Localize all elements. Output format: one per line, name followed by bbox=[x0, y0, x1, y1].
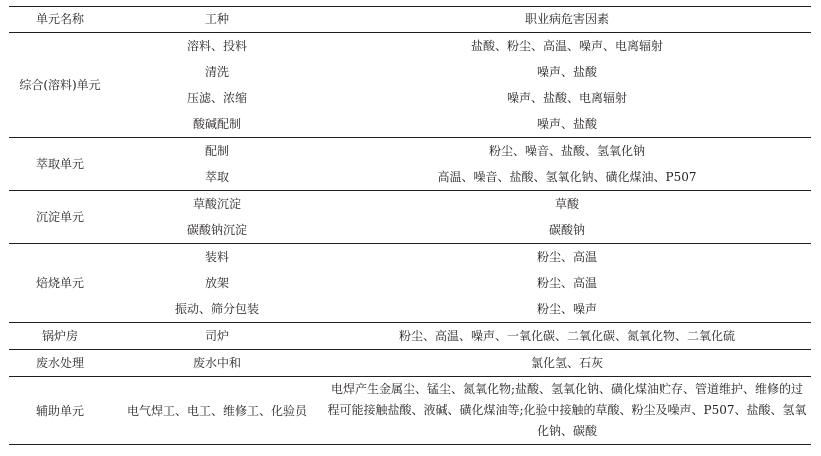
factors-cell: 粉尘、噪声 bbox=[536, 302, 597, 316]
job-cell: 电气焊工、电工、维修工、化验员 bbox=[111, 377, 323, 445]
table-header-row bbox=[9, 7, 811, 33]
table-row bbox=[9, 244, 811, 271]
table-row bbox=[9, 191, 811, 218]
factors-cell: 盐酸、粉尘、高温、噪声、电离辐射 bbox=[323, 33, 811, 60]
unit-name-cell: 综合(溶料)单元 bbox=[9, 33, 111, 138]
job-cell: 废水中和 bbox=[111, 350, 323, 377]
factors-cell: 碳酸钠 bbox=[548, 223, 585, 237]
table-row bbox=[9, 164, 811, 191]
table-row bbox=[9, 59, 811, 85]
unit-name-cell: 萃取单元 bbox=[9, 138, 111, 191]
table-row bbox=[9, 138, 811, 165]
table-row bbox=[9, 217, 811, 244]
unit-name-cell: 焙烧单元 bbox=[9, 244, 111, 323]
factors-cell: 粉尘、高温 bbox=[536, 276, 597, 290]
job-cell: 清洗 bbox=[204, 65, 229, 79]
header-job-type: 工种 bbox=[111, 7, 323, 33]
unit-name-cell: 沉淀单元 bbox=[9, 191, 111, 244]
job-cell: 萃取 bbox=[204, 170, 229, 184]
job-cell: 草酸沉淀 bbox=[111, 191, 323, 218]
job-cell: 振动、筛分包装 bbox=[174, 302, 259, 316]
table-row bbox=[9, 85, 811, 111]
table-row bbox=[9, 377, 811, 445]
table-row bbox=[9, 111, 811, 138]
factors-cell: 氯化氢、石灰 bbox=[323, 350, 811, 377]
table-row bbox=[9, 296, 811, 323]
factors-cell: 粉尘、噪音、盐酸、氢氧化钠 bbox=[323, 138, 811, 165]
header-unit-name: 单元名称 bbox=[9, 7, 111, 33]
table-row bbox=[9, 323, 811, 350]
job-cell: 司炉 bbox=[111, 323, 323, 350]
job-cell: 酸碱配制 bbox=[192, 117, 241, 131]
hazard-table-container bbox=[9, 6, 811, 445]
factors-cell: 高温、噪音、盐酸、氢氧化钠、磺化煤油、P507 bbox=[437, 170, 697, 184]
job-cell: 压滤、浓缩 bbox=[186, 91, 247, 105]
table-row bbox=[9, 33, 811, 60]
factors-cell: 噪声、盐酸、电离辐射 bbox=[506, 91, 627, 105]
factors-cell: 电焊产生金属尘、锰尘、氮氧化物;盐酸、氢氧化钠、磺化煤油贮存、管道维护、维修的过程可能接触盐酸、液碱、磺化煤油等;化验中接触的草酸、粉尘及噪声、P507、盐酸、氢氧化钠、碳酸 bbox=[323, 377, 811, 445]
job-cell: 碳酸钠沉淀 bbox=[186, 223, 247, 237]
job-cell: 放架 bbox=[204, 276, 229, 290]
factors-cell: 粉尘、高温 bbox=[323, 244, 811, 271]
unit-name-cell: 锅炉房 bbox=[9, 323, 111, 350]
job-cell: 配制 bbox=[111, 138, 323, 165]
unit-name-cell: 辅助单元 bbox=[9, 377, 111, 445]
unit-name-cell: 废水处理 bbox=[9, 350, 111, 377]
factors-cell: 草酸 bbox=[323, 191, 811, 218]
factors-cell: 粉尘、高温、噪声、一氧化碳、二氧化碳、氮氧化物、二氧化硫 bbox=[323, 323, 811, 350]
factors-cell: 噪声、盐酸 bbox=[536, 117, 597, 131]
table-row bbox=[9, 350, 811, 377]
header-hazard-factors: 职业病危害因素 bbox=[323, 7, 811, 33]
table-row bbox=[9, 270, 811, 296]
occupational-hazard-table bbox=[9, 6, 811, 445]
job-cell: 装料 bbox=[111, 244, 323, 271]
job-cell: 溶料、投料 bbox=[111, 33, 323, 60]
factors-cell: 噪声、盐酸 bbox=[536, 65, 597, 79]
